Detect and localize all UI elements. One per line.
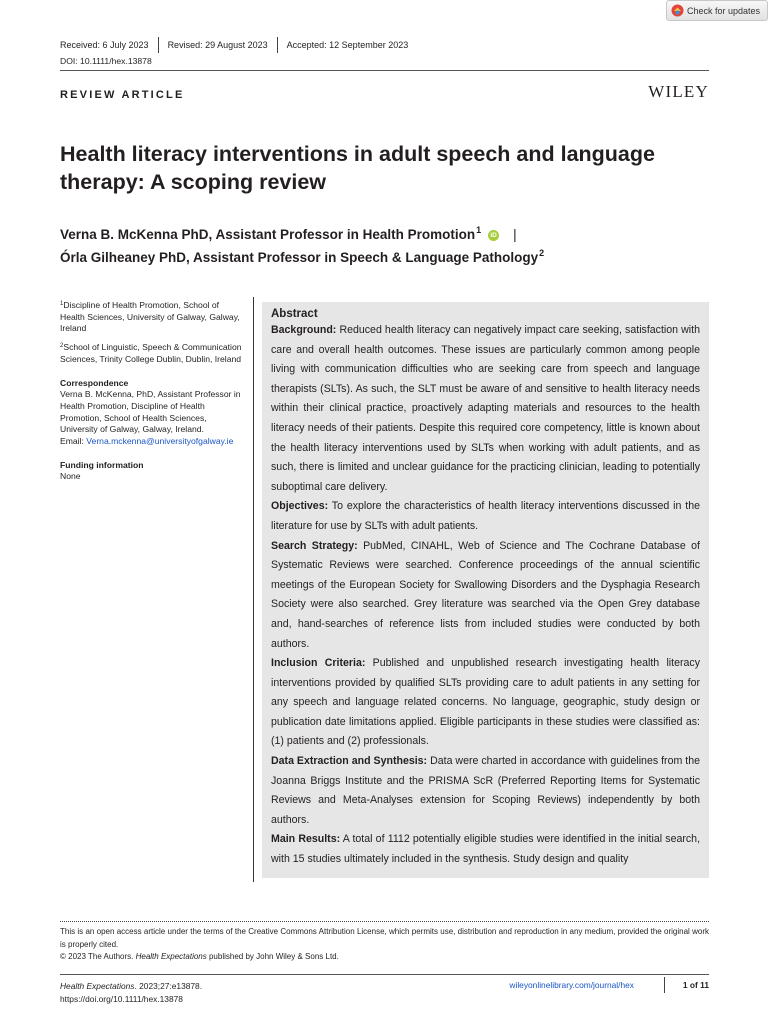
- column-divider: [253, 297, 254, 882]
- received-date: Received: 6 July 2023: [60, 40, 149, 50]
- section-text: Reduced health literacy can negatively impact care seeking, satisfaction with care and overall health outcomes. These issues are particularly common among people living with communication difficulties who are seeking care from speech and language therapists (SLTs). As such, the SLT must be aware of and sensitive to health literacy needs within their clinical practice, proactively adapting materials and resources to the health literacy needs of their patients. Despite this required core competency, little is known about the health literacy interventions used by SLTs when working with adult patients, and as such, there is limited and unclear guidance for the practicing clinician, leading to potentially suboptimal care delivery.: [271, 324, 700, 493]
- abstract-main-results: [271, 830, 700, 869]
- author-name: Verna B. McKenna PhD, Assistant Professor in Health Promotion: [60, 227, 476, 242]
- correspondence-text: [60, 389, 245, 448]
- doi-url[interactable]: https://doi.org/10.1111/hex.13878: [60, 994, 183, 1004]
- section-text: Published and unpublished research investigating health literacy interventions provided by qualified SLTs providing care to adult patients in any setting for any speech and language related concerns. No language, geographic, study design or publication date limitations applied. Eligible participants in these studies were classified as: (1) patients and (2) professionals.: [271, 657, 700, 748]
- license-text: This is an open access article under the terms of the Creative Commons Attribution License, which permits use, distribution and reproduction in any medium, provided the original work is properly cited.: [60, 927, 709, 949]
- footer-dotted-rule: [60, 921, 709, 922]
- affiliation-1: [60, 300, 245, 335]
- date-separator: [158, 37, 159, 53]
- revised-date: Revised: 29 August 2023: [167, 40, 268, 50]
- section-label: Search Strategy:: [271, 539, 358, 552]
- abstract-box: [262, 302, 709, 878]
- section-label: Objectives:: [271, 500, 329, 513]
- footer-rule: [60, 974, 709, 975]
- abstract-inclusion-criteria: [271, 654, 700, 752]
- correspondence-email-link[interactable]: Verna.mckenna@universityofgalway.ie: [86, 436, 234, 447]
- section-text: A total of 1112 potentially eligible studies were identified in the initial search, with 15 studies ultimately included in the synthesis. Study design and quality: [271, 833, 701, 866]
- orcid-icon[interactable]: iD: [488, 230, 499, 241]
- page-number: 1 of 11: [682, 980, 709, 990]
- copyright-line: [60, 951, 709, 964]
- journal-citation: [60, 980, 202, 1006]
- journal-citation-text: Health Expectations. 2023;27:e13878.: [60, 981, 203, 991]
- affiliation-mark: 2: [60, 343, 64, 350]
- copyright-journal: Health Expectations: [135, 952, 207, 962]
- article-title: Health literacy interventions in adult speech and language therapy: A scoping review: [60, 142, 655, 194]
- author-1: Verna B. McKenna PhD, Assistant Professor in Health Promotion $^1$ iD |: [60, 225, 517, 242]
- correspondence-address: Verna B. McKenna, PhD, Assistant Professor in Health Promotion, Discipline of Health Promotion, School of Health Sciences, University of Galway, Galway, Ireland.: [60, 389, 241, 435]
- copyright-text: © 2023 The Authors.: [60, 952, 134, 962]
- abstract-data-extraction: [271, 752, 700, 830]
- abstract-search-strategy: [271, 537, 700, 655]
- section-label: Background:: [271, 324, 337, 336]
- author-separator: |: [513, 227, 517, 242]
- footer-separator: [664, 977, 665, 993]
- check-for-updates-button[interactable]: [666, 0, 768, 21]
- email-label: Email:: [60, 436, 84, 447]
- article-dates: [60, 37, 408, 53]
- affiliation-text: School of Linguistic, Speech & Communication Sciences, Trinity College Dublin, Dublin, Ireland: [60, 342, 242, 364]
- abstract-objectives: [271, 497, 700, 536]
- affiliation-text: Discipline of Health Promotion, School of Health Sciences, University of Galway, Galway, Ireland: [60, 300, 240, 334]
- correspondence-heading: Correspondence: [60, 377, 129, 388]
- affiliation-mark: 1: [60, 301, 64, 307]
- license-notice: [60, 926, 709, 964]
- section-label: Main Results:: [271, 833, 341, 846]
- author-name: Órla Gilheaney PhD, Assistant Professor in Speech & Language Pathology: [60, 250, 539, 265]
- section-label: Data Extraction and Synthesis:: [271, 755, 428, 768]
- funding-text: None: [60, 471, 81, 482]
- crossmark-icon: [671, 4, 684, 17]
- abstract-body: [271, 321, 700, 870]
- article-info-column: [60, 300, 245, 490]
- funding-heading: Funding information: [60, 459, 144, 470]
- date-separator: [277, 37, 278, 53]
- author-2: Órla Gilheaney PhD, Assistant Professor in Speech & Language Pathology $^2$: [60, 248, 545, 265]
- abstract-background: [271, 321, 700, 497]
- article-type: REVIEW ARTICLE: [60, 89, 185, 101]
- abstract-heading: Abstract: [271, 308, 318, 320]
- header-rule: [60, 70, 709, 71]
- journal-website-link[interactable]: wileyonlinelibrary.com/journal/hex: [509, 980, 634, 990]
- section-label: Inclusion Criteria:: [271, 657, 366, 670]
- section-text: PubMed, CINAHL, Web of Science and The Cochrane Database of Systematic Reviews were searched. Conference proceedings of the annual scientific meetings of the European Society for Swallowing Disorders and the Dysphagia Research Society were also searched. Grey literature was searched via the Open Grey database and, hand-searches of reference lists from included studies were conducted by both authors.: [271, 539, 700, 650]
- affiliation-2: [60, 342, 245, 365]
- section-text: Data were charted in accordance with guidelines from the Joanna Briggs Institute and the PRISMA ScR (Preferred Reporting Items for Systematic Reviews and Meta-Analyses extension for Scoping Reviews) independently by both authors.: [271, 755, 700, 826]
- doi: DOI: 10.1111/hex.13878: [60, 56, 152, 66]
- check-for-updates-label: Check for updates: [687, 5, 761, 16]
- section-text: To explore the characteristics of health literacy interventions discussed in the literature for use by SLTs with adult patients.: [271, 500, 700, 532]
- publisher-logo: WILEY: [648, 82, 709, 101]
- copyright-publisher: published by John Wiley & Sons Ltd.: [208, 952, 339, 962]
- accepted-date: Accepted: 12 September 2023: [286, 40, 409, 50]
